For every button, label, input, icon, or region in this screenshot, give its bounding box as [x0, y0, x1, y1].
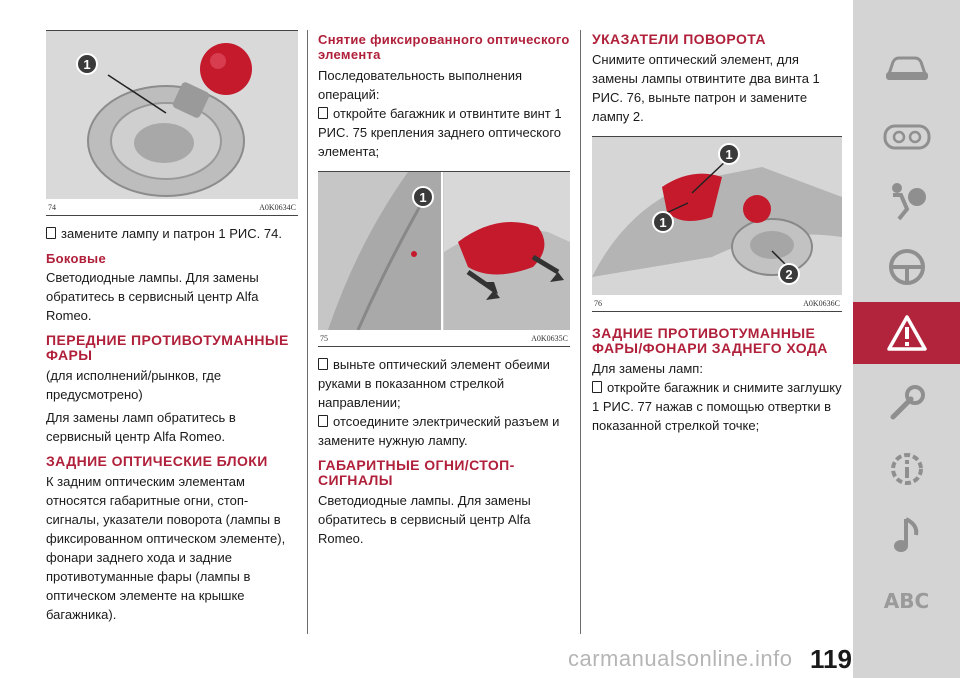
section-heading-removal: Снятие фиксированного оптического элемента	[318, 32, 570, 62]
figure-code: A0K0634C	[259, 202, 296, 212]
paragraph-rear-units: К задним оптическим элементам относятся габаритные огни, стоп-сигналы, указатели поворота (лампы в фиксированном оптическом элементе), фонари заднего хода и задние противотуманные фары (лампы в оптическом элементе на крышке багажника).	[46, 474, 286, 622]
warning-triangle-icon[interactable]	[853, 302, 960, 364]
figure-number: 74	[48, 202, 56, 212]
figure-74	[46, 30, 298, 216]
callout-2: 2	[778, 263, 800, 285]
figure-code: A0K0636C	[803, 298, 840, 308]
figure-75	[318, 171, 570, 347]
column-3	[592, 30, 842, 435]
figure-76	[592, 136, 842, 312]
watermark: carmanualsonline.info	[568, 646, 793, 671]
section-heading-side: Боковые	[46, 251, 106, 266]
figure-75-image	[318, 172, 570, 330]
column-divider	[307, 30, 308, 634]
paragraph-side: Светодиодные лампы. Для замены обратитесь в сервисный центр Alfa Romeo.	[46, 270, 259, 323]
figure-code: A0K0635C	[531, 333, 568, 343]
section-heading-parking: ГАБАРИТНЫЕ ОГНИ/СТОП-СИГНАЛЫ	[318, 457, 515, 488]
column-divider	[580, 30, 581, 634]
instruction-bullet: выньте оптический элемент обеими руками в показанном стрелкой направлении;	[318, 355, 570, 412]
abc-index-button[interactable]	[853, 570, 960, 632]
instruction-bullet: отсоедините электрический разъем и замените нужную лампу.	[318, 412, 570, 450]
turn-signal-illustration	[592, 137, 842, 295]
paragraph-front-fog-note: (для исполнений/рынков, где предусмотрено)	[46, 368, 222, 402]
car-icon[interactable]	[853, 38, 960, 100]
chapter-sidebar	[853, 0, 960, 678]
rear-light-removal-illustration	[318, 172, 570, 330]
gear-info-icon[interactable]	[853, 438, 960, 500]
figure-number: 76	[594, 298, 602, 308]
section-heading-rear-fog: ЗАДНИЕ ПРОТИВОТУМАННЫЕ ФАРЫ/ФОНАРИ ЗАДНЕГО ХОДА	[592, 325, 828, 356]
page-number: 119	[810, 644, 852, 674]
abc-label: ABC	[883, 589, 930, 613]
figure-caption	[318, 330, 570, 347]
wrench-icon[interactable]	[853, 372, 960, 434]
section-heading-rear-units: ЗАДНИЕ ОПТИЧЕСКИЕ БЛОКИ	[46, 453, 268, 469]
figure-caption	[46, 199, 298, 216]
paragraph-sequence: Последовательность выполнения операций:	[318, 68, 523, 102]
figure-74-image	[46, 31, 298, 199]
paragraph-parking: Светодиодные лампы. Для замены обратитесь в сервисный центр Alfa Romeo.	[318, 493, 531, 546]
callout-1: 1	[412, 186, 434, 208]
dashboard-icon[interactable]	[853, 106, 960, 168]
instruction-bullet: откройте багажник и снимите заглушку 1 РИС. 77 нажав с помощью отвертки в показанной стрелкой точке;	[592, 380, 842, 433]
figure-number: 75	[320, 333, 328, 343]
callout-1: 1	[76, 53, 98, 75]
section-heading-turn: УКАЗАТЕЛИ ПОВОРОТА	[592, 31, 766, 47]
paragraph-rear-fog: Для замены ламп:	[592, 361, 703, 376]
instruction-bullet: замените лампу и патрон 1 РИС. 74.	[46, 224, 298, 243]
column-2	[318, 30, 570, 548]
callout-1-lower: 1	[652, 211, 674, 233]
paragraph-turn: Снимите оптический элемент, для замены лампы отвинтите два винта 1 РИС. 76, выньте патрон и замените лампу 2.	[592, 52, 820, 124]
figure-caption	[592, 295, 842, 312]
figure-76-image	[592, 137, 842, 295]
music-note-icon[interactable]	[853, 504, 960, 566]
section-heading-front-fog: ПЕРЕДНИЕ ПРОТИВОТУМАННЫЕ ФАРЫ	[46, 332, 289, 363]
callout-1: 1	[718, 143, 740, 165]
paragraph-front-fog: Для замены ламп обратитесь в сервисный центр Alfa Romeo.	[46, 410, 236, 444]
instruction-bullet: откройте багажник и отвинтите винт 1 РИС. 75 крепления заднего оптического элемента;	[318, 104, 570, 161]
steering-wheel-icon[interactable]	[853, 236, 960, 298]
column-1	[46, 30, 298, 624]
airbag-seat-icon[interactable]	[853, 170, 960, 232]
